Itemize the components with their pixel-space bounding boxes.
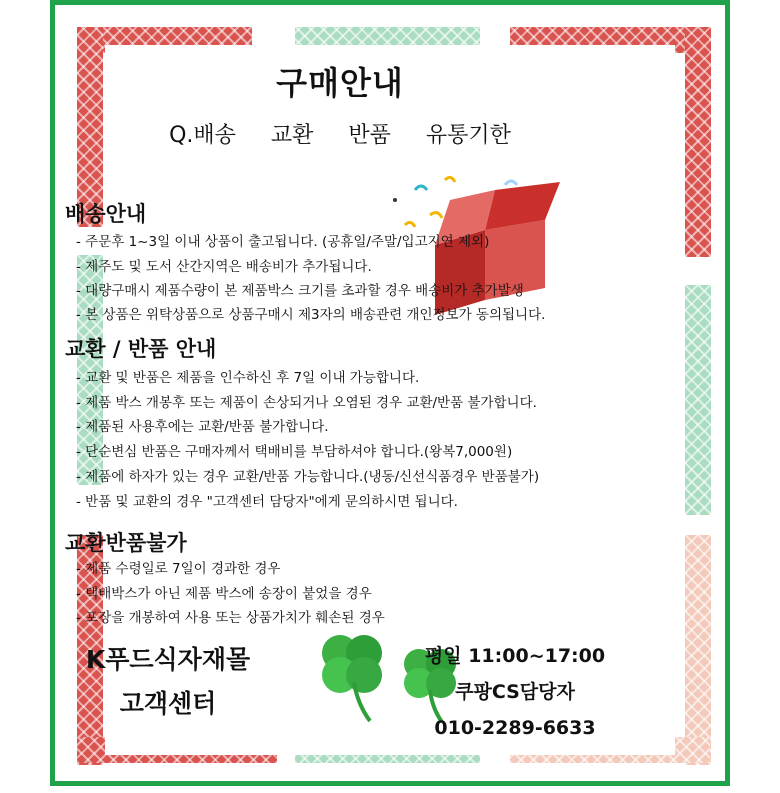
list-item: - 대량구매시 제품수량이 본 제품박스 크기를 초과할 경우 배송비가 추가발생 bbox=[76, 279, 524, 299]
page-title: 구매안내 bbox=[276, 64, 404, 102]
list-item: - 제품된 사용후에는 교환/반품 불가합니다. bbox=[76, 415, 329, 435]
list-item: - 제주도 및 도서 산간지역은 배송비가 추가됩니다. bbox=[76, 255, 372, 275]
page-subtitle bbox=[0, 118, 680, 149]
list-item: - 본 상품은 위탁상품으로 상품구매시 제3자의 배송관련 개인정보가 동의됩니다. bbox=[76, 303, 545, 323]
brand-block bbox=[68, 638, 268, 726]
list-item: - 택배박스가 아닌 제품 박스에 송장이 붙었을 경우 bbox=[76, 582, 372, 602]
subtitle-exchange: 교환 bbox=[270, 123, 314, 148]
list-item: - 제품 수령일로 7일이 경과한 경우 bbox=[76, 557, 280, 577]
pattern-right-bottom bbox=[685, 535, 711, 765]
subtitle-return: 반품 bbox=[348, 123, 391, 148]
list-item: - 단순변심 반품은 구매자께서 택배비를 부담하셔야 합니다.(왕복7,000원) bbox=[76, 440, 512, 460]
pattern-right-red bbox=[685, 27, 711, 257]
contact-block bbox=[415, 638, 615, 746]
brand-name: K푸드식자재몰 bbox=[85, 645, 251, 674]
business-hours: 평일 11:00~17:00 bbox=[424, 645, 606, 667]
contact-label: 쿠팡CS담당자 bbox=[455, 681, 575, 703]
section-heading-shipping: 배송안내 bbox=[65, 202, 147, 226]
list-item: - 반품 및 교환의 경우 "고객센터 담당자"에게 문의하시면 됩니다. bbox=[76, 490, 458, 510]
list-item: - 제품 박스 개봉후 또는 제품이 손상되거나 오염된 경우 교환/반품 불가합니다. bbox=[76, 391, 537, 411]
list-item: - 교환 및 반품은 제품을 인수하신 후 7일 이내 가능합니다. bbox=[76, 366, 419, 386]
phone-number: 010-2289-6633 bbox=[434, 717, 596, 739]
brand-service-label: 고객센터 bbox=[119, 689, 217, 718]
list-item: - 주문후 1~3일 이내 상품이 출고됩니다. (공휴일/주말/입고지연 제외) bbox=[76, 230, 489, 250]
subtitle-expiry: 유통기한 bbox=[425, 123, 511, 148]
subtitle-shipping: Q.배송 bbox=[169, 123, 236, 148]
list-item: - 제품에 하자가 있는 경우 교환/반품 가능합니다.(냉동/신선식품경우 반품불가) bbox=[76, 465, 539, 485]
list-item: - 포장을 개봉하여 사용 또는 상품가치가 훼손된 경우 bbox=[76, 606, 385, 626]
section-heading-no-exchange: 교환반품불가 bbox=[65, 531, 187, 555]
section-heading-exchange: 교환 / 반품 안내 bbox=[65, 337, 217, 361]
pattern-right-green bbox=[685, 285, 711, 515]
clover-icon bbox=[312, 625, 392, 725]
